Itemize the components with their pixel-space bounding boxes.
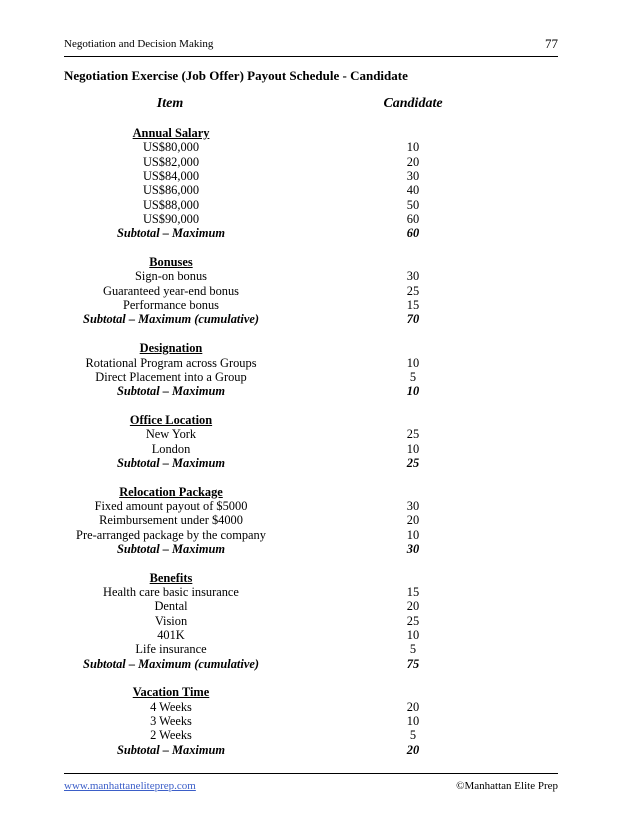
row-candidate-value: 15: [406, 585, 420, 599]
row-candidate-value: 20: [406, 699, 420, 714]
table-row: [0, 269, 638, 283]
table-row: [0, 155, 638, 169]
table-row: [0, 528, 638, 542]
subtotal-row: [0, 657, 638, 671]
subtotal-label: Subtotal – Maximum: [116, 742, 226, 757]
subtotal-row: [0, 542, 638, 556]
column-header-item: Item: [156, 96, 184, 111]
row-item: US$80,000: [142, 140, 200, 155]
row-candidate-value: 30: [406, 498, 420, 513]
subtotal-value: 30: [406, 541, 420, 556]
row-item: New York: [145, 427, 197, 442]
subtotal-row: [0, 312, 638, 326]
row-item: US$90,000: [142, 212, 200, 227]
section-heading-row: [0, 485, 638, 499]
row-candidate-value: 25: [406, 427, 420, 442]
table-row: [0, 700, 638, 714]
section-heading: Relocation Package: [119, 484, 223, 499]
row-candidate-value: 10: [406, 714, 420, 729]
footer-website-link[interactable]: www.manhattaneliteprep.com: [64, 780, 196, 792]
section-heading-row: [0, 126, 638, 140]
subtotal-label: Subtotal – Maximum: [116, 384, 226, 399]
table-row: [0, 599, 638, 613]
table-row: [0, 370, 638, 384]
table-row: [0, 614, 638, 628]
section-heading-row: [0, 341, 638, 355]
row-candidate-value: 20: [406, 154, 420, 169]
row-candidate-value: 30: [406, 269, 420, 284]
row-candidate-value: 10: [406, 527, 420, 542]
subtotal-value: 25: [406, 455, 420, 470]
row-candidate-value: 10: [406, 628, 420, 643]
row-item: Dental: [154, 599, 188, 614]
row-item: Health care basic insurance: [103, 585, 239, 599]
row-candidate-value: 25: [406, 613, 420, 628]
row-item: US$82,000: [142, 154, 200, 169]
table-row: [0, 284, 638, 298]
subtotal-label: Subtotal – Maximum: [116, 541, 226, 556]
table-row: [0, 513, 638, 527]
row-item: Pre-arranged package by the company: [76, 527, 266, 542]
table-row: [0, 198, 638, 212]
subtotal-label: Subtotal – Maximum (cumulative): [83, 312, 259, 327]
table-row: [0, 585, 638, 599]
section-heading: Annual Salary: [132, 126, 210, 140]
section-heading: Benefits: [149, 570, 193, 585]
table-row: [0, 169, 638, 183]
payout-table: [0, 126, 638, 757]
row-item: Reimbursement under $4000: [99, 513, 243, 528]
table-row: [0, 356, 638, 370]
table-row: [0, 728, 638, 742]
subtotal-row: [0, 743, 638, 757]
page-header: [64, 38, 558, 57]
subtotal-label: Subtotal – Maximum (cumulative): [83, 656, 259, 671]
spacer-row: [0, 470, 638, 484]
row-candidate-value: 10: [406, 441, 420, 456]
row-item: US$88,000: [142, 197, 200, 212]
subtotal-value: 75: [406, 656, 420, 671]
table-row: [0, 298, 638, 312]
row-candidate-value: 60: [406, 212, 420, 227]
subtotal-label: Subtotal – Maximum: [116, 455, 226, 470]
table-row: [0, 140, 638, 154]
spacer-row: [0, 241, 638, 255]
section-heading-row: [0, 571, 638, 585]
spacer-row: [0, 671, 638, 685]
spacer-row: [0, 399, 638, 413]
subtotal-value: 70: [406, 312, 420, 327]
row-item: 4 Weeks: [150, 699, 192, 714]
row-candidate-value: 10: [406, 355, 420, 370]
page-number: 77: [545, 36, 558, 51]
table-row: [0, 212, 638, 226]
section-heading-row: [0, 255, 638, 269]
row-candidate-value: 50: [406, 197, 420, 212]
subtotal-row: [0, 456, 638, 470]
table-row: [0, 427, 638, 441]
row-item: Rotational Program across Groups: [85, 355, 257, 370]
subtotal-value: 20: [406, 742, 420, 757]
row-item: London: [151, 441, 191, 456]
row-item: Performance bonus: [123, 298, 219, 313]
row-item: Vision: [154, 613, 188, 628]
section-heading: Office Location: [129, 412, 213, 427]
footer-copyright: ©Manhattan Elite Prep: [456, 780, 558, 792]
running-title: Negotiation and Decision Making: [64, 38, 214, 50]
row-item: Guaranteed year-end bonus: [103, 283, 239, 298]
row-candidate-value: 30: [406, 169, 420, 184]
spacer-row: [0, 327, 638, 341]
row-item: US$86,000: [142, 183, 200, 198]
row-item: Life insurance: [135, 642, 207, 657]
row-candidate-value: 40: [406, 183, 420, 198]
subtotal-value: 10: [406, 384, 420, 399]
table-row: [0, 642, 638, 656]
row-item: 401K: [157, 628, 185, 643]
page-footer: [64, 773, 558, 794]
section-heading: Vacation Time: [132, 685, 210, 700]
row-item: Direct Placement into a Group: [95, 369, 247, 384]
spacer-row: [0, 556, 638, 570]
row-candidate-value: 5: [409, 369, 417, 384]
subtotal-value: 60: [406, 226, 420, 241]
table-row: [0, 628, 638, 642]
row-candidate-value: 5: [409, 728, 417, 743]
table-row: [0, 714, 638, 728]
row-candidate-value: 20: [406, 599, 420, 614]
row-candidate-value: 20: [406, 513, 420, 528]
row-candidate-value: 25: [406, 283, 420, 298]
subtotal-row: [0, 384, 638, 398]
table-row: [0, 183, 638, 197]
row-item: Fixed amount payout of $5000: [94, 498, 248, 513]
row-item: 3 Weeks: [150, 714, 192, 729]
column-header-candidate: Candidate: [383, 96, 443, 111]
document-title: Negotiation Exercise (Job Offer) Payout Schedule - Candidate: [64, 68, 408, 83]
row-item: Sign-on bonus: [135, 269, 207, 284]
row-item: 2 Weeks: [150, 728, 192, 743]
subtotal-row: [0, 226, 638, 240]
row-candidate-value: 15: [406, 298, 420, 313]
subtotal-label: Subtotal – Maximum: [116, 226, 226, 241]
row-item: US$84,000: [142, 169, 200, 184]
section-heading-row: [0, 685, 638, 699]
section-heading-row: [0, 413, 638, 427]
section-heading: Bonuses: [149, 255, 193, 270]
row-candidate-value: 10: [406, 140, 420, 155]
section-heading: Designation: [139, 341, 203, 356]
table-row: [0, 499, 638, 513]
row-candidate-value: 5: [409, 642, 417, 657]
table-row: [0, 442, 638, 456]
